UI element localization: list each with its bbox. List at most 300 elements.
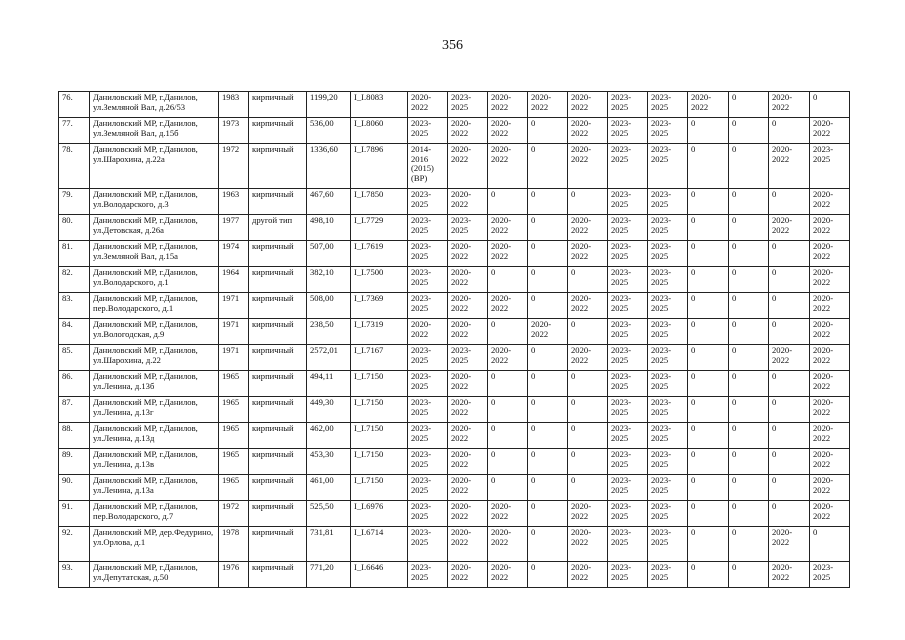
period-cell-7: 2023- 2025	[648, 345, 688, 371]
row-number-cell: 91.	[59, 501, 90, 527]
period-cell-4: 0	[528, 241, 568, 267]
period-cell-7: 2023- 2025	[648, 371, 688, 397]
wall-material-cell: кирпичный	[249, 92, 307, 118]
table-row	[59, 118, 850, 144]
period-cell-3: 0	[488, 319, 528, 345]
period-cell-8: 0	[688, 293, 729, 319]
period-cell-11: 2020- 2022	[810, 118, 850, 144]
period-cell-5: 0	[568, 449, 608, 475]
address-cell: Даниловский МР, г.Данилов, ул.Ленина, д.13г	[90, 397, 219, 423]
wall-material-cell: кирпичный	[249, 423, 307, 449]
row-number-cell: 77.	[59, 118, 90, 144]
address-cell: Даниловский МР, г.Данилов, ул.Вологодская, д.9	[90, 319, 219, 345]
period-cell-10: 0	[769, 423, 810, 449]
period-cell-8: 0	[688, 423, 729, 449]
period-cell-5: 0	[568, 475, 608, 501]
period-cell-5: 2020- 2022	[568, 92, 608, 118]
period-cell-11: 2023- 2025	[810, 562, 850, 588]
period-cell-6: 2023- 2025	[608, 144, 648, 189]
period-cell-5: 2020- 2022	[568, 144, 608, 189]
code-cell: I_I.6646	[351, 562, 408, 588]
table-row	[59, 345, 850, 371]
period-cell-9: 0	[729, 371, 769, 397]
period-cell-1: 2020- 2022	[408, 92, 448, 118]
period-cell-5: 0	[568, 371, 608, 397]
table-row	[59, 92, 850, 118]
period-cell-6: 2023- 2025	[608, 371, 648, 397]
area-cell: 494,11	[307, 371, 351, 397]
period-cell-8: 0	[688, 449, 729, 475]
period-cell-7: 2023- 2025	[648, 527, 688, 562]
code-cell: I_I.7150	[351, 423, 408, 449]
period-cell-2: 2020- 2022	[448, 501, 488, 527]
period-cell-2: 2020- 2022	[448, 293, 488, 319]
period-cell-4: 2020- 2022	[528, 319, 568, 345]
period-cell-8: 0	[688, 189, 729, 215]
period-cell-10: 0	[769, 319, 810, 345]
area-cell: 2572,01	[307, 345, 351, 371]
period-cell-1: 2023- 2025	[408, 423, 448, 449]
address-cell: Даниловский МР, г.Данилов, ул.Шарохина, д.22а	[90, 144, 219, 189]
address-cell: Даниловский МР, г.Данилов, ул.Ленина, д.13в	[90, 449, 219, 475]
period-cell-1: 2023- 2025	[408, 118, 448, 144]
period-cell-9: 0	[729, 527, 769, 562]
code-cell: I_I.7319	[351, 319, 408, 345]
period-cell-2: 2020- 2022	[448, 371, 488, 397]
period-cell-8: 0	[688, 501, 729, 527]
period-cell-6: 2023- 2025	[608, 215, 648, 241]
period-cell-9: 0	[729, 397, 769, 423]
period-cell-11: 2020- 2022	[810, 501, 850, 527]
address-cell: Даниловский МР, г.Данилов, ул.Володарского, д.3	[90, 189, 219, 215]
year-cell: 1971	[219, 293, 249, 319]
period-cell-11: 0	[810, 92, 850, 118]
period-cell-7: 2023- 2025	[648, 562, 688, 588]
wall-material-cell: кирпичный	[249, 319, 307, 345]
period-cell-8: 0	[688, 144, 729, 189]
period-cell-3: 0	[488, 449, 528, 475]
year-cell: 1977	[219, 215, 249, 241]
period-cell-2: 2020- 2022	[448, 118, 488, 144]
period-cell-5: 0	[568, 397, 608, 423]
period-cell-6: 2023- 2025	[608, 501, 648, 527]
period-cell-5: 0	[568, 423, 608, 449]
period-cell-10: 0	[769, 293, 810, 319]
period-cell-1: 2023- 2025	[408, 475, 448, 501]
period-cell-7: 2023- 2025	[648, 475, 688, 501]
period-cell-4: 0	[528, 293, 568, 319]
period-cell-1: 2023- 2025	[408, 215, 448, 241]
period-cell-1: 2023- 2025	[408, 267, 448, 293]
period-cell-11: 0	[810, 527, 850, 562]
period-cell-7: 2023- 2025	[648, 144, 688, 189]
table-row	[59, 293, 850, 319]
period-cell-7: 2023- 2025	[648, 267, 688, 293]
year-cell: 1963	[219, 189, 249, 215]
period-cell-5: 2020- 2022	[568, 118, 608, 144]
period-cell-9: 0	[729, 92, 769, 118]
period-cell-6: 2023- 2025	[608, 92, 648, 118]
period-cell-7: 2023- 2025	[648, 215, 688, 241]
period-cell-4: 0	[528, 527, 568, 562]
period-cell-6: 2023- 2025	[608, 241, 648, 267]
period-cell-2: 2023- 2025	[448, 215, 488, 241]
area-cell: 1199,20	[307, 92, 351, 118]
area-cell: 449,30	[307, 397, 351, 423]
period-cell-2: 2020- 2022	[448, 475, 488, 501]
period-cell-11: 2023- 2025	[810, 144, 850, 189]
period-cell-6: 2023- 2025	[608, 562, 648, 588]
period-cell-6: 2023- 2025	[608, 475, 648, 501]
area-cell: 507,00	[307, 241, 351, 267]
wall-material-cell: кирпичный	[249, 562, 307, 588]
period-cell-8: 0	[688, 267, 729, 293]
period-cell-3: 2020- 2022	[488, 345, 528, 371]
code-cell: I_I.7150	[351, 449, 408, 475]
row-number-cell: 90.	[59, 475, 90, 501]
period-cell-2: 2020- 2022	[448, 527, 488, 562]
period-cell-10: 0	[769, 371, 810, 397]
period-cell-2: 2020- 2022	[448, 423, 488, 449]
code-cell: I_I.8083	[351, 92, 408, 118]
period-cell-2: 2023- 2025	[448, 92, 488, 118]
period-cell-3: 0	[488, 423, 528, 449]
period-cell-5: 2020- 2022	[568, 527, 608, 562]
period-cell-5: 2020- 2022	[568, 345, 608, 371]
period-cell-3: 2020- 2022	[488, 118, 528, 144]
row-number-cell: 86.	[59, 371, 90, 397]
period-cell-7: 2023- 2025	[648, 241, 688, 267]
year-cell: 1965	[219, 449, 249, 475]
wall-material-cell: кирпичный	[249, 475, 307, 501]
area-cell: 771,20	[307, 562, 351, 588]
period-cell-11: 2020- 2022	[810, 189, 850, 215]
period-cell-9: 0	[729, 215, 769, 241]
period-cell-10: 0	[769, 475, 810, 501]
period-cell-8: 2020- 2022	[688, 92, 729, 118]
row-number-cell: 79.	[59, 189, 90, 215]
row-number-cell: 80.	[59, 215, 90, 241]
table-row	[59, 371, 850, 397]
period-cell-3: 2020- 2022	[488, 92, 528, 118]
address-cell: Даниловский МР, г.Данилов, ул.Шарохина, д.22	[90, 345, 219, 371]
period-cell-5: 2020- 2022	[568, 293, 608, 319]
period-cell-9: 0	[729, 189, 769, 215]
code-cell: I_I.7850	[351, 189, 408, 215]
area-cell: 462,00	[307, 423, 351, 449]
row-number-cell: 84.	[59, 319, 90, 345]
address-cell: Даниловский МР, г.Данилов, пер.Володарского, д.1	[90, 293, 219, 319]
period-cell-6: 2023- 2025	[608, 293, 648, 319]
area-cell: 536,00	[307, 118, 351, 144]
period-cell-9: 0	[729, 449, 769, 475]
period-cell-11: 2020- 2022	[810, 397, 850, 423]
row-number-cell: 81.	[59, 241, 90, 267]
period-cell-9: 0	[729, 345, 769, 371]
period-cell-11: 2020- 2022	[810, 293, 850, 319]
table-row	[59, 319, 850, 345]
period-cell-2: 2020- 2022	[448, 449, 488, 475]
period-cell-5: 2020- 2022	[568, 501, 608, 527]
period-cell-10: 0	[769, 118, 810, 144]
code-cell: I_I.7729	[351, 215, 408, 241]
table-row	[59, 475, 850, 501]
period-cell-3: 2020- 2022	[488, 241, 528, 267]
wall-material-cell: кирпичный	[249, 189, 307, 215]
table-row	[59, 189, 850, 215]
wall-material-cell: кирпичный	[249, 501, 307, 527]
period-cell-9: 0	[729, 293, 769, 319]
period-cell-3: 0	[488, 267, 528, 293]
period-cell-11: 2020- 2022	[810, 319, 850, 345]
period-cell-4: 0	[528, 423, 568, 449]
period-cell-2: 2020- 2022	[448, 319, 488, 345]
period-cell-4: 0	[528, 562, 568, 588]
page-number: 356	[442, 38, 463, 53]
period-cell-1: 2023- 2025	[408, 449, 448, 475]
period-cell-3: 2020- 2022	[488, 562, 528, 588]
table-row	[59, 144, 850, 189]
period-cell-9: 0	[729, 501, 769, 527]
period-cell-4: 2020- 2022	[528, 92, 568, 118]
row-number-cell: 78.	[59, 144, 90, 189]
wall-material-cell: кирпичный	[249, 371, 307, 397]
period-cell-11: 2020- 2022	[810, 215, 850, 241]
year-cell: 1965	[219, 397, 249, 423]
period-cell-1: 2023- 2025	[408, 345, 448, 371]
period-cell-7: 2023- 2025	[648, 397, 688, 423]
period-cell-10: 2020- 2022	[769, 92, 810, 118]
period-cell-10: 0	[769, 267, 810, 293]
area-cell: 238,50	[307, 319, 351, 345]
code-cell: I_I.7167	[351, 345, 408, 371]
period-cell-9: 0	[729, 267, 769, 293]
period-cell-11: 2020- 2022	[810, 241, 850, 267]
period-cell-11: 2020- 2022	[810, 449, 850, 475]
period-cell-6: 2023- 2025	[608, 449, 648, 475]
row-number-cell: 82.	[59, 267, 90, 293]
period-cell-7: 2023- 2025	[648, 449, 688, 475]
period-cell-5: 2020- 2022	[568, 241, 608, 267]
period-cell-11: 2020- 2022	[810, 345, 850, 371]
period-cell-3: 0	[488, 475, 528, 501]
period-cell-8: 0	[688, 118, 729, 144]
period-cell-4: 0	[528, 475, 568, 501]
period-cell-1: 2023- 2025	[408, 371, 448, 397]
period-cell-9: 0	[729, 144, 769, 189]
year-cell: 1978	[219, 527, 249, 562]
period-cell-5: 0	[568, 319, 608, 345]
period-cell-6: 2023- 2025	[608, 319, 648, 345]
period-cell-3: 2020- 2022	[488, 215, 528, 241]
area-cell: 731,81	[307, 527, 351, 562]
period-cell-8: 0	[688, 527, 729, 562]
period-cell-4: 0	[528, 267, 568, 293]
address-cell: Даниловский МР, г.Данилов, ул.Володарского, д.1	[90, 267, 219, 293]
period-cell-6: 2023- 2025	[608, 267, 648, 293]
period-cell-1: 2014- 2016 (2015) (ВР)	[408, 144, 448, 189]
year-cell: 1964	[219, 267, 249, 293]
area-cell: 461,00	[307, 475, 351, 501]
period-cell-7: 2023- 2025	[648, 189, 688, 215]
area-cell: 382,10	[307, 267, 351, 293]
period-cell-1: 2023- 2025	[408, 241, 448, 267]
period-cell-9: 0	[729, 241, 769, 267]
year-cell: 1971	[219, 319, 249, 345]
period-cell-4: 0	[528, 189, 568, 215]
period-cell-3: 2020- 2022	[488, 501, 528, 527]
period-cell-6: 2023- 2025	[608, 118, 648, 144]
address-cell: Даниловский МР, г.Данилов, ул.Ленина, д.13д	[90, 423, 219, 449]
year-cell: 1973	[219, 118, 249, 144]
period-cell-11: 2020- 2022	[810, 371, 850, 397]
wall-material-cell: кирпичный	[249, 267, 307, 293]
wall-material-cell: другой тип	[249, 215, 307, 241]
period-cell-1: 2023- 2025	[408, 562, 448, 588]
period-cell-1: 2023- 2025	[408, 501, 448, 527]
year-cell: 1965	[219, 423, 249, 449]
row-number-cell: 88.	[59, 423, 90, 449]
address-cell: Даниловский МР, г.Данилов, ул.Земляной Вал, д.26/53	[90, 92, 219, 118]
period-cell-2: 2020- 2022	[448, 241, 488, 267]
period-cell-10: 0	[769, 189, 810, 215]
code-cell: I_I.7369	[351, 293, 408, 319]
row-number-cell: 89.	[59, 449, 90, 475]
table-row	[59, 501, 850, 527]
period-cell-11: 2020- 2022	[810, 267, 850, 293]
row-number-cell: 85.	[59, 345, 90, 371]
period-cell-2: 2020- 2022	[448, 189, 488, 215]
year-cell: 1972	[219, 144, 249, 189]
period-cell-1: 2023- 2025	[408, 527, 448, 562]
period-cell-9: 0	[729, 423, 769, 449]
period-cell-4: 0	[528, 371, 568, 397]
period-cell-9: 0	[729, 118, 769, 144]
wall-material-cell: кирпичный	[249, 527, 307, 562]
period-cell-8: 0	[688, 475, 729, 501]
table-row	[59, 215, 850, 241]
period-cell-6: 2023- 2025	[608, 397, 648, 423]
area-cell: 467,60	[307, 189, 351, 215]
code-cell: I_I.6976	[351, 501, 408, 527]
housing-registry-table	[58, 91, 850, 588]
period-cell-10: 2020- 2022	[769, 144, 810, 189]
code-cell: I_I.7500	[351, 267, 408, 293]
period-cell-2: 2023- 2025	[448, 345, 488, 371]
period-cell-1: 2023- 2025	[408, 189, 448, 215]
period-cell-7: 2023- 2025	[648, 293, 688, 319]
period-cell-3: 2020- 2022	[488, 293, 528, 319]
year-cell: 1965	[219, 475, 249, 501]
period-cell-2: 2020- 2022	[448, 144, 488, 189]
period-cell-8: 0	[688, 371, 729, 397]
area-cell: 453,30	[307, 449, 351, 475]
table-row	[59, 449, 850, 475]
period-cell-3: 2020- 2022	[488, 527, 528, 562]
area-cell: 498,10	[307, 215, 351, 241]
year-cell: 1965	[219, 371, 249, 397]
period-cell-8: 0	[688, 215, 729, 241]
table-row	[59, 423, 850, 449]
period-cell-3: 2020- 2022	[488, 144, 528, 189]
year-cell: 1983	[219, 92, 249, 118]
table-row	[59, 397, 850, 423]
period-cell-9: 0	[729, 319, 769, 345]
address-cell: Даниловский МР, г.Данилов, ул.Депутатская, д.50	[90, 562, 219, 588]
period-cell-10: 2020- 2022	[769, 562, 810, 588]
period-cell-10: 0	[769, 501, 810, 527]
period-cell-10: 2020- 2022	[769, 527, 810, 562]
period-cell-4: 0	[528, 397, 568, 423]
period-cell-4: 0	[528, 449, 568, 475]
period-cell-4: 0	[528, 215, 568, 241]
wall-material-cell: кирпичный	[249, 293, 307, 319]
period-cell-10: 2020- 2022	[769, 215, 810, 241]
period-cell-2: 2020- 2022	[448, 267, 488, 293]
period-cell-7: 2023- 2025	[648, 118, 688, 144]
table-row	[59, 562, 850, 588]
address-cell: Даниловский МР, дер.Федурино, ул.Орлова, д.1	[90, 527, 219, 562]
row-number-cell: 83.	[59, 293, 90, 319]
area-cell: 1336,60	[307, 144, 351, 189]
period-cell-10: 2020- 2022	[769, 345, 810, 371]
wall-material-cell: кирпичный	[249, 449, 307, 475]
period-cell-3: 0	[488, 371, 528, 397]
code-cell: I_I.6714	[351, 527, 408, 562]
table-row	[59, 527, 850, 562]
address-cell: Даниловский МР, г.Данилов, ул.Земляной Вал, д.15б	[90, 118, 219, 144]
year-cell: 1971	[219, 345, 249, 371]
address-cell: Даниловский МР, г.Данилов, ул.Ленина, д.13б	[90, 371, 219, 397]
area-cell: 508,00	[307, 293, 351, 319]
address-cell: Даниловский МР, г.Данилов, ул.Земляной Вал, д.15а	[90, 241, 219, 267]
period-cell-8: 0	[688, 562, 729, 588]
code-cell: I_I.8060	[351, 118, 408, 144]
period-cell-8: 0	[688, 397, 729, 423]
year-cell: 1974	[219, 241, 249, 267]
period-cell-9: 0	[729, 475, 769, 501]
wall-material-cell: кирпичный	[249, 397, 307, 423]
period-cell-2: 2020- 2022	[448, 397, 488, 423]
table-body	[59, 92, 850, 588]
code-cell: I_I.7619	[351, 241, 408, 267]
row-number-cell: 87.	[59, 397, 90, 423]
period-cell-6: 2023- 2025	[608, 345, 648, 371]
period-cell-8: 0	[688, 241, 729, 267]
period-cell-11: 2020- 2022	[810, 475, 850, 501]
period-cell-5: 2020- 2022	[568, 215, 608, 241]
period-cell-5: 0	[568, 267, 608, 293]
period-cell-3: 0	[488, 189, 528, 215]
period-cell-8: 0	[688, 345, 729, 371]
period-cell-7: 2023- 2025	[648, 319, 688, 345]
code-cell: I_I.7150	[351, 371, 408, 397]
period-cell-10: 0	[769, 241, 810, 267]
period-cell-4: 0	[528, 144, 568, 189]
address-cell: Даниловский МР, г.Данилов, ул.Ленина, д.13а	[90, 475, 219, 501]
period-cell-4: 0	[528, 345, 568, 371]
period-cell-6: 2023- 2025	[608, 527, 648, 562]
period-cell-3: 0	[488, 397, 528, 423]
table-row	[59, 241, 850, 267]
period-cell-6: 2023- 2025	[608, 423, 648, 449]
period-cell-4: 0	[528, 118, 568, 144]
row-number-cell: 76.	[59, 92, 90, 118]
year-cell: 1972	[219, 501, 249, 527]
wall-material-cell: кирпичный	[249, 241, 307, 267]
row-number-cell: 92.	[59, 527, 90, 562]
table-row	[59, 267, 850, 293]
